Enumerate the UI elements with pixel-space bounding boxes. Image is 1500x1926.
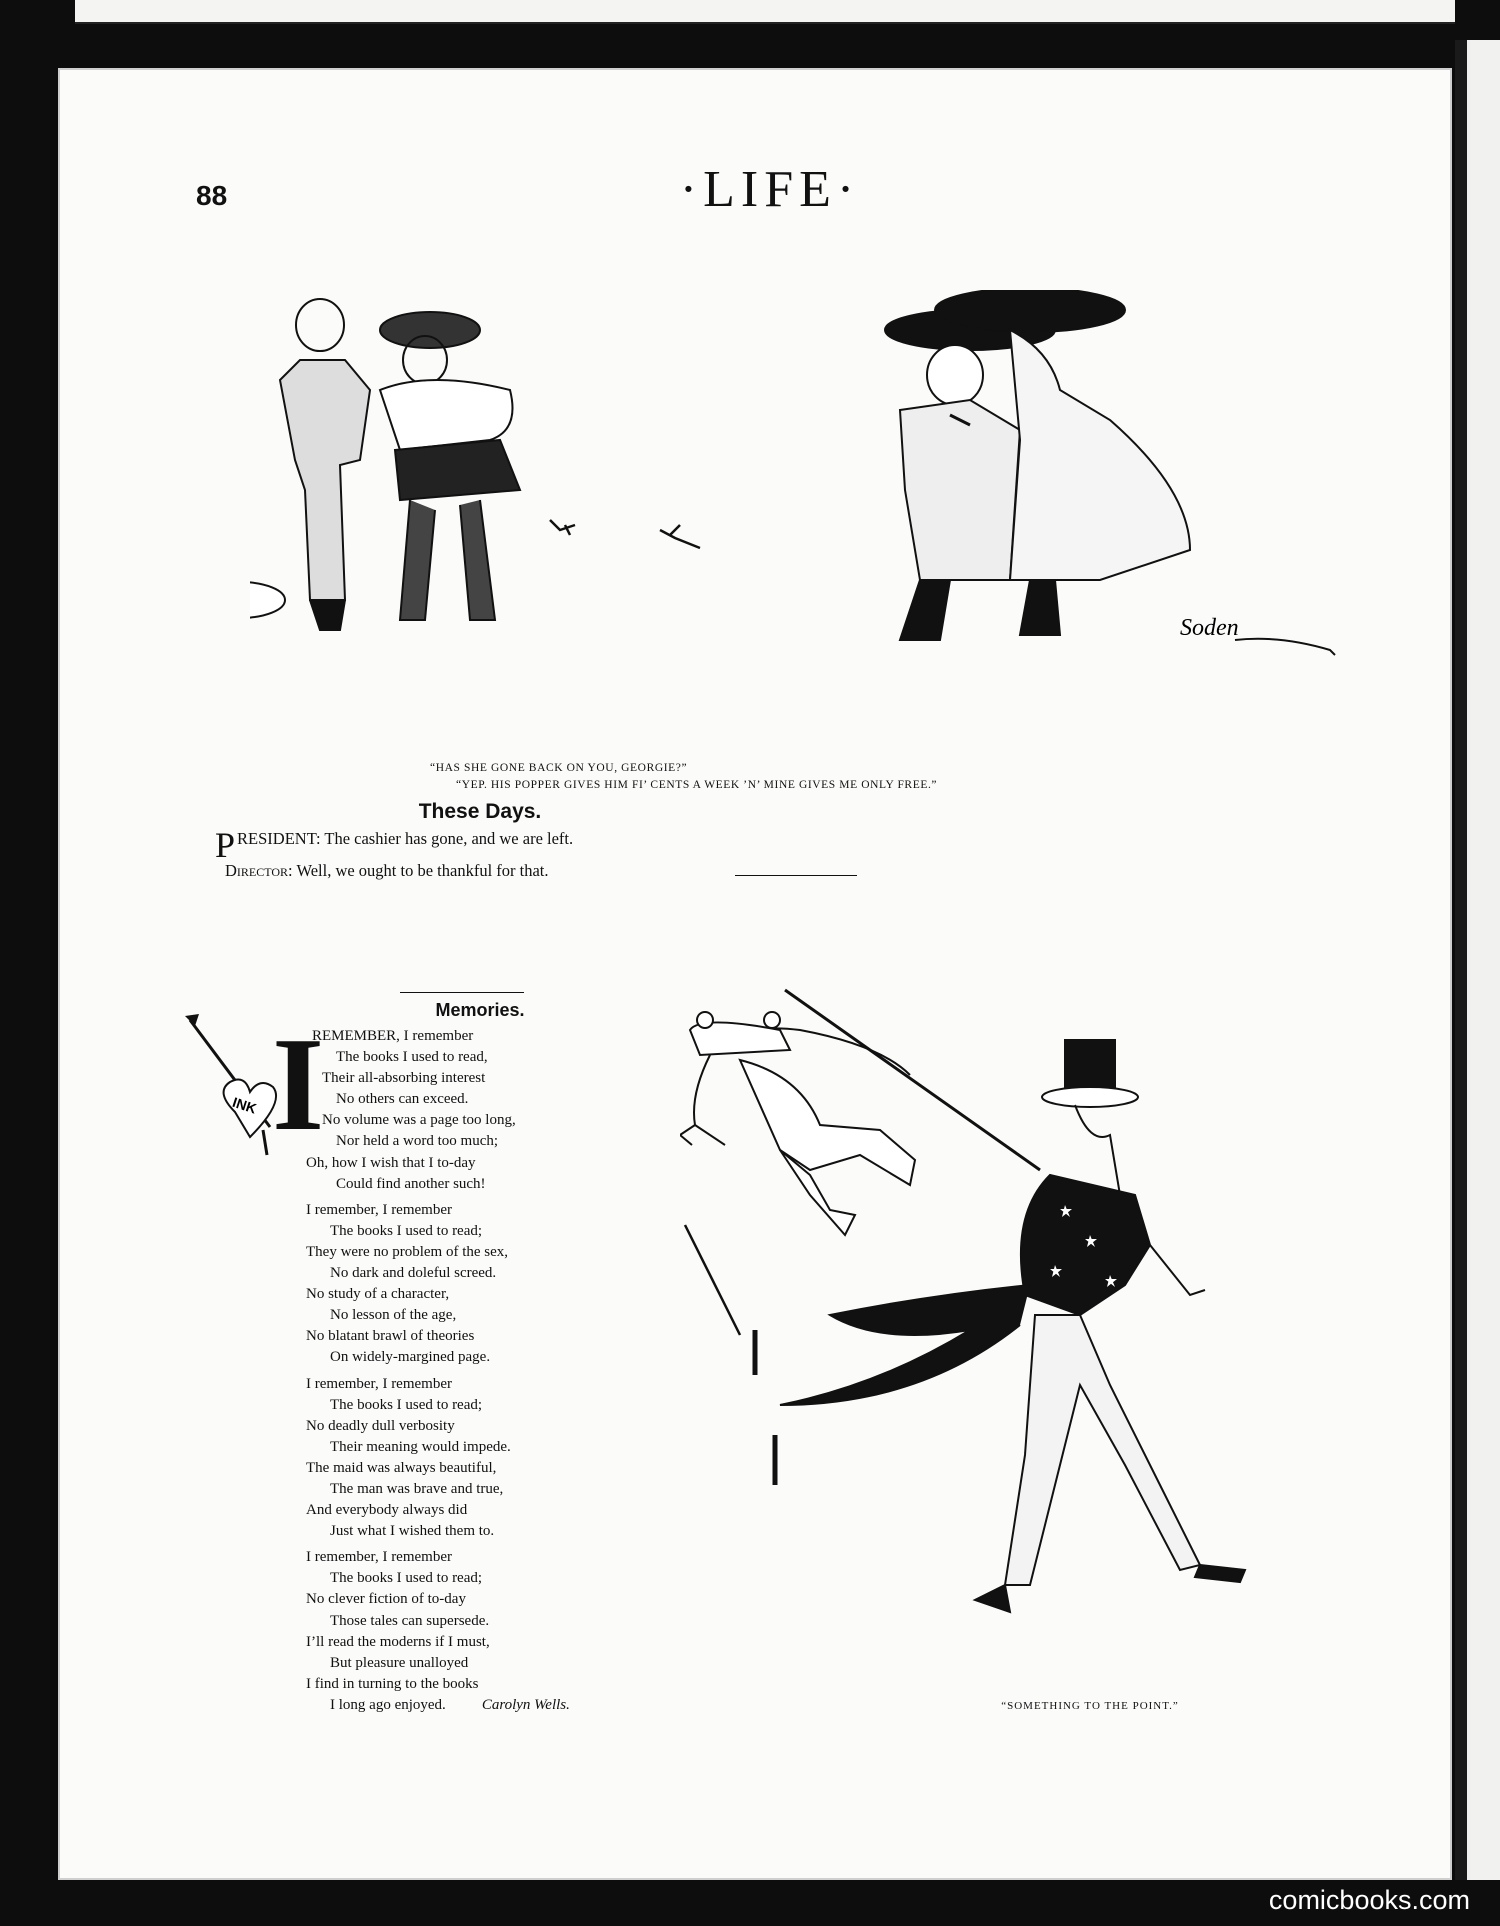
memories-drop-cap: I (272, 1010, 325, 1158)
poem-line: Their all-absorbing interest (322, 1070, 486, 1087)
ink-label: INK (230, 1093, 259, 1117)
poem-line: Could find another such! (336, 1175, 486, 1192)
poem-line: I remember, I remember (306, 1201, 452, 1218)
memories-title: Memories. (435, 1000, 525, 1020)
poem-line: I find in turning to the books (306, 1675, 479, 1692)
poem-line: No clever fiction of to-day (306, 1591, 466, 1608)
caption-divider (735, 875, 857, 876)
uncle-sam-cartoon-illustration (680, 985, 1360, 1645)
poem-author: Carolyn Wells. (481, 1696, 570, 1713)
site-watermark: comicbooks.com (1268, 1885, 1470, 1915)
poem-line: The books I used to read; (330, 1396, 483, 1413)
president-drop-cap: P (215, 825, 236, 865)
these-days-title: These Days. (418, 800, 542, 823)
president-line (215, 825, 685, 865)
poem-line: Oh, how I wish that I to-day (306, 1154, 476, 1171)
artist-signature: Soden (1180, 615, 1239, 641)
poem-line: No blatant brawl of theories (306, 1328, 475, 1345)
poem-line: The books I used to read, (336, 1049, 488, 1066)
page-number: 88 (196, 180, 228, 211)
poem-line: Nor held a word too much; (336, 1133, 499, 1150)
poem-line: They were no problem of the sex, (306, 1243, 509, 1260)
poem-line: REMEMBER, I remember (312, 1028, 474, 1044)
poem-line: On widely-margined page. (330, 1349, 491, 1366)
poem-line: I remember, I remember (306, 1375, 452, 1392)
poem-line: No study of a character, (306, 1286, 450, 1303)
director-line (215, 860, 685, 881)
poem-line: No dark and doleful screed. (330, 1265, 497, 1282)
poem-line: And everybody always did (306, 1502, 468, 1519)
poem-line: No volume was a page too long, (322, 1112, 516, 1129)
children-cartoon-illustration (250, 290, 1350, 810)
stanza-4 (306, 1547, 712, 1716)
president-text: The cashier has gone, and we are left. (320, 829, 574, 848)
director-text: Well, we ought to be thankful for that. (292, 861, 549, 880)
poem-line: No deadly dull verbosity (306, 1417, 455, 1434)
poem-line: No others can exceed. (336, 1091, 469, 1108)
poem-line: The maid was always beautiful, (306, 1459, 497, 1476)
poem-line: The books I used to read; (330, 1570, 483, 1587)
president-label: RESIDENT: (237, 829, 321, 848)
poem-line: Their meaning would impede. (330, 1438, 511, 1455)
poem-line: The books I used to read; (330, 1222, 483, 1239)
poem-line: I long ago enjoyed. (330, 1696, 446, 1713)
top-cartoon-caption (430, 760, 1150, 794)
memories-poem (306, 1026, 712, 1721)
next-page-edge (1455, 40, 1500, 1880)
caption-line-1: “HAS SHE GONE BACK ON YOU, GEORGIE?” (430, 762, 688, 774)
previous-page-edge (75, 0, 1455, 24)
stanza-1 (306, 1026, 712, 1195)
these-days-dialogue (215, 825, 685, 881)
poem-line: But pleasure unalloyed (330, 1654, 469, 1671)
poem-line: I remember, I remember (306, 1549, 452, 1566)
director-label: Director: (225, 861, 293, 880)
poem-line: Just what I wished them to. (330, 1523, 495, 1540)
stanza-3 (306, 1374, 712, 1543)
poem-line: The man was brave and true, (330, 1480, 504, 1497)
poem-last-line (306, 1695, 712, 1716)
masthead-title: ·LIFE· (679, 161, 861, 218)
poem-line: I’ll read the moderns if I must, (306, 1633, 490, 1650)
poem-line: Those tales can supersede. (330, 1612, 490, 1629)
stanza-2 (306, 1200, 712, 1369)
bottom-cartoon-caption: “SOMETHING TO THE POINT.” (1001, 1700, 1179, 1712)
caption-line-2: “YEP. HIS POPPER GIVES HIM FI’ CENTS A WEEK ’N’ MINE GIVES ME ONLY FREE.” (456, 779, 938, 791)
poem-line: No lesson of the age, (330, 1307, 457, 1324)
section-divider (400, 992, 524, 993)
